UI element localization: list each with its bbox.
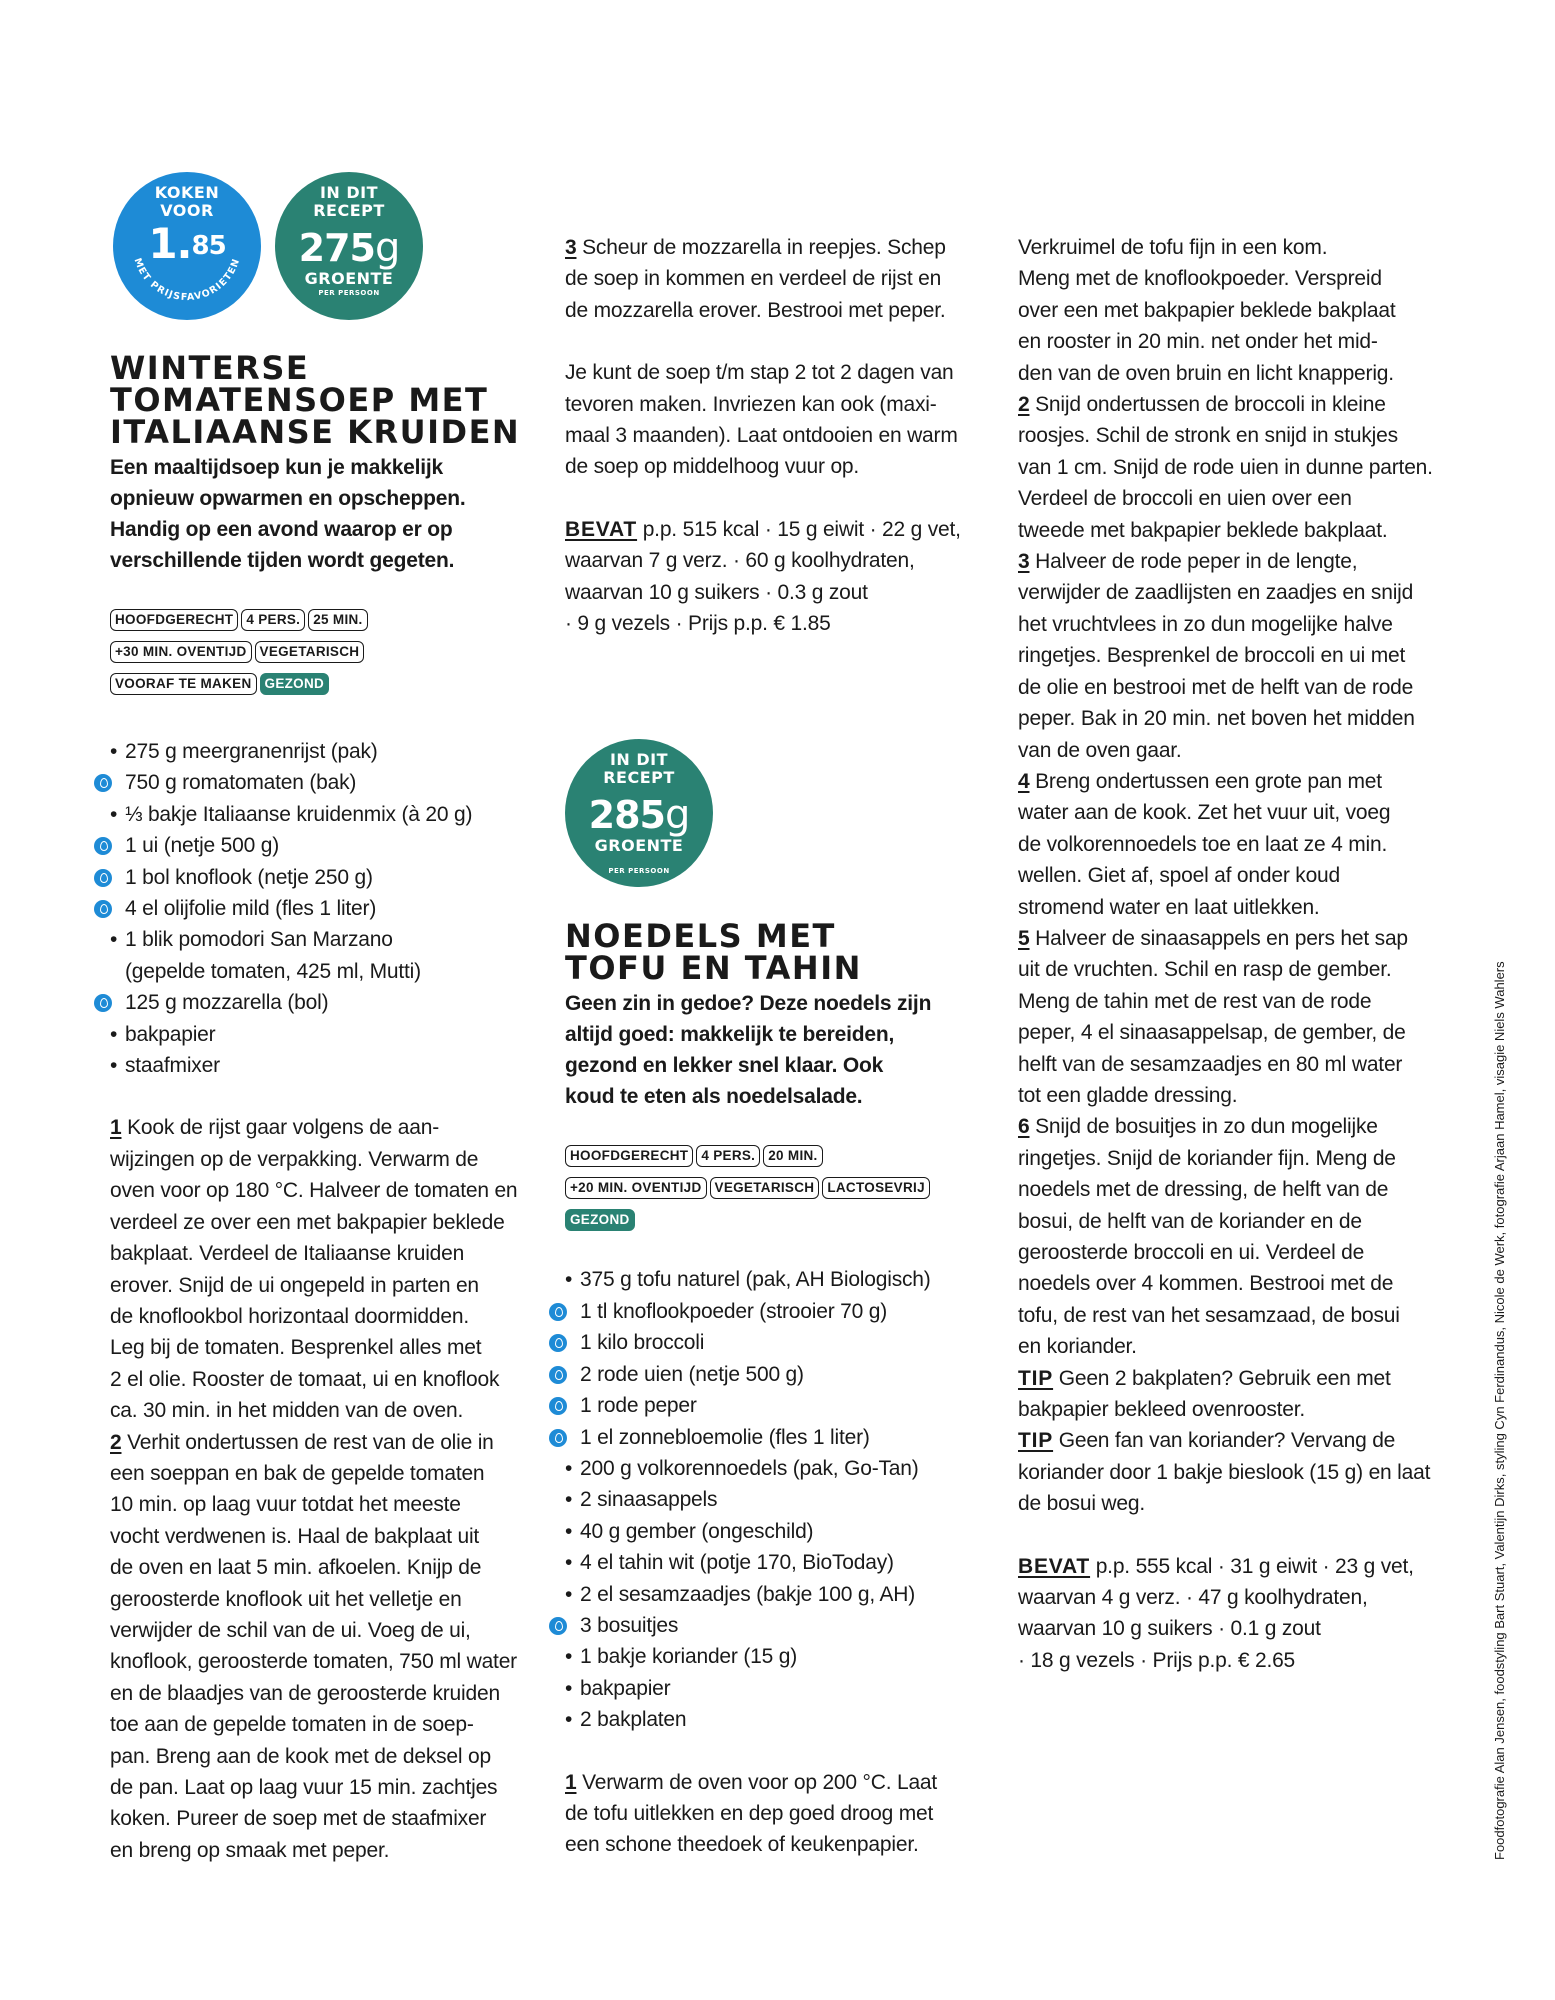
tip-line: koriander door 1 bakje bieslook (15 g) en laat [1018, 1460, 1431, 1484]
step-number: 1 [565, 1770, 577, 1794]
step-line: den van de oven bruin en licht knapperig. [1018, 361, 1394, 385]
ingredient-item [110, 799, 540, 830]
recipe1-title-line: ITALIAANSE KRUIDEN [110, 413, 521, 451]
step-line: Meng de tahin met de rest van de rode [1018, 989, 1372, 1013]
ingredient-item [110, 1050, 540, 1081]
veg2-top1: IN DIT [609, 750, 669, 770]
price-int: 1. [148, 219, 192, 268]
tip-line: de bosui weg. [1018, 1492, 1145, 1516]
step-line: verdeel ze over een met bakpapier beklede [110, 1210, 505, 1234]
bevat-line: waarvan 10 g suikers · 0.1 g zout [1018, 1617, 1321, 1641]
price-badge-top2: VOOR [160, 201, 214, 220]
step-line: helft van de sesamzaadjes en 80 ml water [1018, 1052, 1403, 1076]
ingredient-item [565, 1673, 995, 1704]
ingredient-text: 750 g romatomaten (bak) [125, 771, 357, 795]
step-line: oven voor op 180 °C. Halveer de tomaten en [110, 1179, 518, 1203]
recipe2-tips [1018, 1363, 1458, 1520]
bevat-line: · 9 g vezels · Prijs p.p. € 1.85 [565, 612, 831, 636]
recipe2-step-1 [565, 1767, 995, 1861]
ingredient-item [565, 1579, 995, 1610]
recipe2-nutrition [1018, 1551, 1458, 1677]
recipe1-title [110, 349, 540, 451]
ingredient-item [110, 893, 540, 924]
step-line: uit de vruchten. Schil en rasp de gember. [1018, 958, 1392, 982]
veg2-top2: RECEPT [603, 768, 675, 788]
bevat-line: p.p. 515 kcal · 15 g eiwit · 22 g vet, [642, 517, 961, 541]
step-line: en de blaadjes van de geroosterde kruiden [110, 1681, 500, 1705]
step-number: 2 [110, 1430, 122, 1454]
water-drop-icon [549, 1397, 567, 1415]
tag-course: HOOFDGERECHT [110, 609, 238, 631]
ingredient-item [110, 767, 540, 798]
veg-badge-2 [565, 739, 713, 887]
step-line: pan. Breng aan de kook met de deksel op [110, 1744, 491, 1768]
step-line: bakplaat. Verdeel de Italiaanse kruiden [110, 1242, 465, 1266]
ingredient-text: 1 el zonnebloemolie (fles 1 liter) [580, 1425, 870, 1449]
step-line [1018, 923, 1458, 954]
recipe1-note [565, 357, 995, 483]
note-line: Je kunt de soep t/m stap 2 tot 2 dagen van [565, 361, 954, 385]
recipe1-ingredients [110, 736, 540, 1081]
ingredient-text: 200 g volkorennoedels (pak, Go-Tan) [580, 1456, 919, 1480]
veg1-unit: g [374, 225, 400, 271]
ingredient-text: 2 rode uien (netje 500 g) [580, 1362, 804, 1386]
veg-badge-2-top [565, 751, 713, 787]
ingredient-text: 2 bakplaten [580, 1708, 687, 1732]
tag-lactose-free: LACTOSEVRIJ [822, 1177, 930, 1199]
tag-persons: 4 PERS. [696, 1145, 760, 1167]
ingredient-text: 375 g tofu naturel (pak, AH Biologisch) [580, 1268, 931, 1292]
step-line: een schone theedoek of keukenpapier. [565, 1833, 919, 1857]
step-2 [1018, 389, 1458, 546]
step-line: ca. 30 min. in het midden van de oven. [110, 1399, 464, 1423]
ingredient-text: 4 el tahin wit (potje 170, BioToday) [580, 1551, 894, 1575]
step-line-text: Snijd ondertussen de broccoli in kleine [1035, 393, 1386, 417]
ingredient-text: 1 bol knoflook (netje 250 g) [125, 865, 373, 889]
ingredient-text: 2 el sesamzaadjes (bakje 100 g, AH) [580, 1582, 916, 1606]
bevat-line: waarvan 4 g verz. · 47 g koolhydraten, [1018, 1586, 1368, 1610]
step-5 [1018, 923, 1458, 1111]
veg1-small: PER PERSOON [318, 289, 380, 297]
step-line: knoflook, geroosterde tomaten, 750 ml water [110, 1650, 517, 1674]
ingredient-item [565, 1327, 995, 1358]
step-line: toe aan de gepelde tomaten in de soep- [110, 1713, 474, 1737]
step-line: bosui, de helft van de koriander en de [1018, 1209, 1362, 1233]
step-line: stromend water en laat uitlekken. [1018, 895, 1320, 919]
step-line: peper, 4 el sinaasappelsap, de gember, de [1018, 1021, 1406, 1045]
ingredient-item [565, 1704, 995, 1735]
step-line [1018, 766, 1458, 797]
ingredient-text: bakpapier [125, 1022, 216, 1046]
step-line: ringetjes. Besprenkel de broccoli en ui met [1018, 644, 1406, 668]
ingredient-text: 125 g mozzarella (bol) [125, 991, 329, 1015]
step-line: 2 el olie. Rooster de tomaat, ui en knoflook [110, 1367, 500, 1391]
ingredient-item [110, 862, 540, 893]
ingredient-item [110, 736, 540, 767]
ingredient-item [565, 1610, 995, 1641]
step-line: Verkruimel de tofu fijn in een kom. [1018, 236, 1328, 259]
water-drop-icon [94, 900, 112, 918]
tip-line-text: Geen fan van koriander? Vervang de [1058, 1429, 1396, 1453]
step-1 [110, 1112, 540, 1426]
ingredient-text: 1 blik pomodori San Marzano [125, 928, 393, 952]
note-line: maal 3 maanden). Laat ontdooien en warm [565, 424, 958, 448]
veg1-top2: RECEPT [313, 201, 385, 220]
step-line-text: Halveer de rode peper in de lengte, [1035, 550, 1358, 574]
step-line [110, 1427, 540, 1458]
note-line: tevoren maken. Invriezen kan ook (maxi- [565, 392, 937, 416]
recipe2-steps [1018, 389, 1458, 1363]
price-dec: 85 [191, 231, 226, 261]
ingredient-item [110, 1019, 540, 1050]
ingredient-text: 1 kilo broccoli [580, 1331, 705, 1355]
step-line: roosjes. Schil de stronk en snijd in stukjes [1018, 424, 1398, 448]
recipe1-nutrition [565, 514, 995, 640]
tip-line [1018, 1363, 1458, 1394]
intro-line: altijd goed: makkelijk te bereiden, [565, 1023, 895, 1047]
tag-vegetarian: VEGETARISCH [710, 1177, 820, 1199]
step-line: water aan de kook. Zet het vuur uit, voeg [1018, 801, 1391, 825]
tag-oven-time: +20 MIN. OVENTIJD [565, 1177, 707, 1199]
intro-line: gezond en lekker snel klaar. Ook [565, 1054, 884, 1078]
recipe2-step-1-cont [1018, 232, 1458, 389]
step-line: verwijder de zaadlijsten en zaadjes en snijd [1018, 581, 1414, 605]
ingredient-item [565, 1264, 995, 1295]
step-line: koken. Pureer de soep met de staafmixer [110, 1807, 487, 1831]
veg1-amount: 275 [298, 226, 375, 270]
step-line: de pan. Laat op laag vuur 15 min. zachtjes [110, 1776, 498, 1799]
tip [1018, 1425, 1458, 1519]
recipe1-tags [110, 602, 540, 698]
step-2 [110, 1427, 540, 1867]
step-number: 6 [1018, 1115, 1030, 1139]
step-line: geroosterde broccoli en ui. Verdeel de [1018, 1241, 1365, 1264]
veg-badge-2-amount [565, 792, 713, 839]
step-line-text: Breng ondertussen een grote pan met [1035, 769, 1382, 793]
step-line: vocht verdwenen is. Haal de bakplaat uit [110, 1524, 480, 1548]
step-line: de volkorennoedels toe en laat ze 4 min. [1018, 832, 1388, 856]
step-line: Verdeel de broccoli en uien over een [1018, 487, 1352, 511]
veg1-top1: IN DIT [319, 183, 379, 202]
intro-line: verschillende tijden wordt gegeten. [110, 549, 455, 572]
recipe1-title-line: WINTERSE [110, 349, 310, 387]
ingredient-text: 3 bosuitjes [580, 1613, 679, 1637]
ingredient-text: (gepelde tomaten, 425 ml, Mutti) [125, 959, 421, 983]
ingredient-item [110, 830, 540, 861]
recipe2-title-line: TOFU EN TAHIN [565, 949, 862, 988]
water-drop-icon [549, 1334, 567, 1352]
veg1-bottom: GROENTE [304, 269, 394, 288]
step-4 [1018, 766, 1458, 923]
tag-healthy: GEZOND [260, 673, 330, 695]
step-line-text: Kook de rijst gaar volgens de aan- [127, 1116, 440, 1140]
ingredient-text: staafmixer [125, 1054, 220, 1078]
step-line: over een met bakpapier beklede bakplaat [1018, 298, 1396, 322]
note-line: de soep op middelhoog vuur op. [565, 455, 860, 479]
tag-vegetarian: VEGETARISCH [255, 641, 365, 663]
ingredient-item [565, 1641, 995, 1672]
water-drop-icon [549, 1617, 567, 1635]
step-line: de mozzarella erover. Bestrooi met peper. [565, 298, 946, 322]
water-drop-icon [94, 837, 112, 855]
intro-line: Een maaltijdsoep kun je makkelijk [110, 456, 444, 479]
intro-line: Handig op een avond waarop er op [110, 518, 453, 541]
step-number: 2 [1018, 393, 1030, 417]
intro-line: opnieuw opwarmen en opscheppen. [110, 487, 466, 510]
recipe2-tags [565, 1138, 995, 1234]
water-drop-icon [549, 1366, 567, 1384]
step-line: ringetjes. Snijd de koriander fijn. Meng de [1018, 1146, 1396, 1170]
ingredient-text: 2 sinaasappels [580, 1488, 718, 1512]
step-line-text: Snijd de bosuitjes in zo dun mogelijke [1035, 1115, 1378, 1139]
tip-label: TIP [1018, 1366, 1054, 1390]
recipe2-title [565, 917, 995, 988]
ingredient-item [565, 1422, 995, 1453]
step-line-text: Verhit ondertussen de rest van de olie in [127, 1430, 494, 1454]
step-line: 10 min. op laag vuur totdat het meeste [110, 1493, 461, 1517]
tag-persons: 4 PERS. [241, 609, 305, 631]
veg2-small: PER PERSOON [608, 867, 670, 876]
photo-credits: Foodfotografie Alan Jensen, foodstyling Bart Stuart, Valentijn Dirks, styling Cyn Ferdinandus, Nicole de Werk, fotografie Arjaan Hamel, visagie Niels Wahlers [1492, 961, 1507, 1860]
tag-course: HOOFDGERECHT [565, 1145, 693, 1167]
step-line: de knoflookbol horizontaal doormidden. [110, 1304, 469, 1328]
step-3 [565, 232, 995, 326]
step-number: 3 [565, 236, 577, 259]
ingredient-text: ⅓ bakje Italiaanse kruidenmix (à 20 g) [125, 802, 473, 826]
step-line: wellen. Giet af, spoel af onder koud [1018, 864, 1341, 888]
step-line: de tofu uitlekken en dep goed droog met [565, 1801, 934, 1825]
step-line: en koriander. [1018, 1335, 1137, 1359]
intro-line: koud te eten als noedelsalade. [565, 1085, 863, 1109]
step-line: noedels over 4 kommen. Bestrooi met de [1018, 1272, 1394, 1296]
water-drop-icon [549, 1303, 567, 1321]
step-line [565, 232, 995, 263]
column-2 [565, 232, 995, 1861]
column-3 [1018, 232, 1458, 1676]
recipe1-steps [110, 1112, 540, 1866]
step-line: geroosterde knoflook uit het velletje en [110, 1587, 462, 1611]
recipe2-title-line: NOEDELS MET [565, 917, 836, 956]
ingredient-item [565, 1453, 995, 1484]
step-line: de olie en bestrooi met de helft van de rode [1018, 675, 1414, 699]
ingredient-text: 4 el olijfolie mild (fles 1 liter) [125, 897, 377, 921]
step-line: het vruchtvlees in zo dun mogelijke halve [1018, 612, 1393, 636]
step-number: 3 [1018, 550, 1030, 574]
ingredient-text: 275 g meergranenrijst (pak) [125, 740, 378, 763]
step-line: peper. Bak in 20 min. net boven het midden [1018, 707, 1415, 731]
step-line: verwijder de schil van de ui. Voeg de ui, [110, 1618, 471, 1642]
bevat-line: p.p. 555 kcal · 31 g eiwit · 23 g vet, [1095, 1554, 1414, 1578]
step-line: van de oven gaar. [1018, 738, 1182, 762]
step-line: noedels met de dressing, de helft van de [1018, 1178, 1389, 1202]
step-number: 1 [110, 1116, 122, 1140]
step-number: 4 [1018, 769, 1030, 793]
bevat-line: · 18 g vezels · Prijs p.p. € 2.65 [1018, 1648, 1296, 1672]
price-badge-arc-text: MET PRIJSFAVORIETEN [131, 256, 243, 304]
intro-line: Geen zin in gedoe? Deze noedels zijn [565, 992, 932, 1016]
recipe2-intro [565, 988, 995, 1112]
step-line: Leg bij de tomaten. Besprenkel alles met [110, 1336, 482, 1360]
ingredient-text: 1 rode peper [580, 1394, 697, 1418]
tip [1018, 1363, 1458, 1426]
tag-time: 25 MIN. [308, 609, 367, 631]
recipe2-ingredients [565, 1264, 995, 1735]
step-line: wijzingen op de verpakking. Verwarm de [110, 1147, 479, 1171]
bevat-line: waarvan 10 g suikers · 0.3 g zout [565, 580, 868, 604]
step-line [1018, 1111, 1458, 1142]
step-number: 5 [1018, 926, 1030, 950]
tip-label: TIP [1018, 1429, 1054, 1453]
recipe1-step3 [565, 232, 995, 326]
recipe1-intro [110, 452, 540, 576]
bevat-label: BEVAT [565, 517, 638, 541]
step-line-text: Scheur de mozzarella in reepjes. Schep [582, 236, 946, 259]
tip-line: bakpapier bekleed ovenrooster. [1018, 1398, 1306, 1422]
ingredient-text: bakpapier [580, 1676, 671, 1700]
step-line-text: Halveer de sinaasappels en pers het sap [1035, 926, 1408, 950]
tag-oven-time: +30 MIN. OVENTIJD [110, 641, 252, 663]
step-line [110, 1112, 540, 1143]
ingredient-item [565, 1484, 995, 1515]
step-line [1018, 389, 1458, 420]
step-line: tofu, de rest van het sesamzaad, de bosui [1018, 1303, 1400, 1327]
ingredient-item [110, 956, 540, 987]
step-line: een soeppan en bak de gepelde tomaten [110, 1461, 485, 1485]
step-line: tweede met bakpapier beklede bakplaat. [1018, 518, 1388, 542]
ingredient-text: 40 g gember (ongeschild) [580, 1519, 814, 1543]
ingredient-item [565, 1359, 995, 1390]
ingredient-text: 1 tl knoflookpoeder (strooier 70 g) [580, 1299, 888, 1323]
ingredient-item [565, 1547, 995, 1578]
tag-make-ahead: VOORAF TE MAKEN [110, 673, 257, 695]
step-3 [1018, 546, 1458, 766]
column-1 [110, 180, 540, 1866]
step-6 [1018, 1111, 1458, 1362]
ingredient-text: 1 bakje koriander (15 g) [580, 1645, 797, 1669]
ingredient-item [565, 1390, 995, 1421]
ingredient-item [565, 1516, 995, 1547]
ingredient-item [565, 1296, 995, 1327]
ingredient-item [110, 987, 540, 1018]
ingredient-text: 1 ui (netje 500 g) [125, 834, 280, 858]
water-drop-icon [94, 994, 112, 1012]
tag-healthy: GEZOND [565, 1209, 635, 1231]
price-badge-top1: KOKEN [154, 183, 220, 202]
ingredient-item [110, 924, 540, 955]
veg2-amount: 285 [588, 793, 665, 838]
veg2-bottom: GROENTE [594, 836, 684, 856]
water-drop-icon [94, 774, 112, 792]
recipe1-title-line: TOMATENSOEP MET [110, 381, 489, 419]
water-drop-icon [549, 1429, 567, 1447]
tip-line [1018, 1425, 1458, 1456]
step-line [1018, 546, 1458, 577]
step-line: Meng met de knoflookpoeder. Verspreid [1018, 267, 1382, 291]
step-line: erover. Snijd de ui ongepeld in parten en [110, 1273, 479, 1297]
tip-line-text: Geen 2 bakplaten? Gebruik een met [1058, 1366, 1391, 1390]
step-line: de soep in kommen en verdeel de rijst en [565, 267, 942, 291]
step-line: en rooster in 20 min. net onder het mid- [1018, 330, 1378, 354]
bevat-label: BEVAT [1018, 1554, 1091, 1578]
step-line: en breng op smaak met peper. [110, 1838, 390, 1862]
bevat-line: waarvan 7 g verz. · 60 g koolhydraten, [565, 549, 915, 573]
step-line: van 1 cm. Snijd de rode uien in dunne parten. [1018, 455, 1433, 479]
veg2-unit: g [664, 792, 690, 839]
water-drop-icon [94, 869, 112, 887]
tag-time: 20 MIN. [763, 1145, 822, 1167]
step-line: de oven en laat 5 min. afkoelen. Knijp de [110, 1556, 482, 1580]
step-line: Verwarm de oven voor op 200 °C. Laat [582, 1770, 938, 1794]
step-line: tot een gladde dressing. [1018, 1083, 1238, 1107]
